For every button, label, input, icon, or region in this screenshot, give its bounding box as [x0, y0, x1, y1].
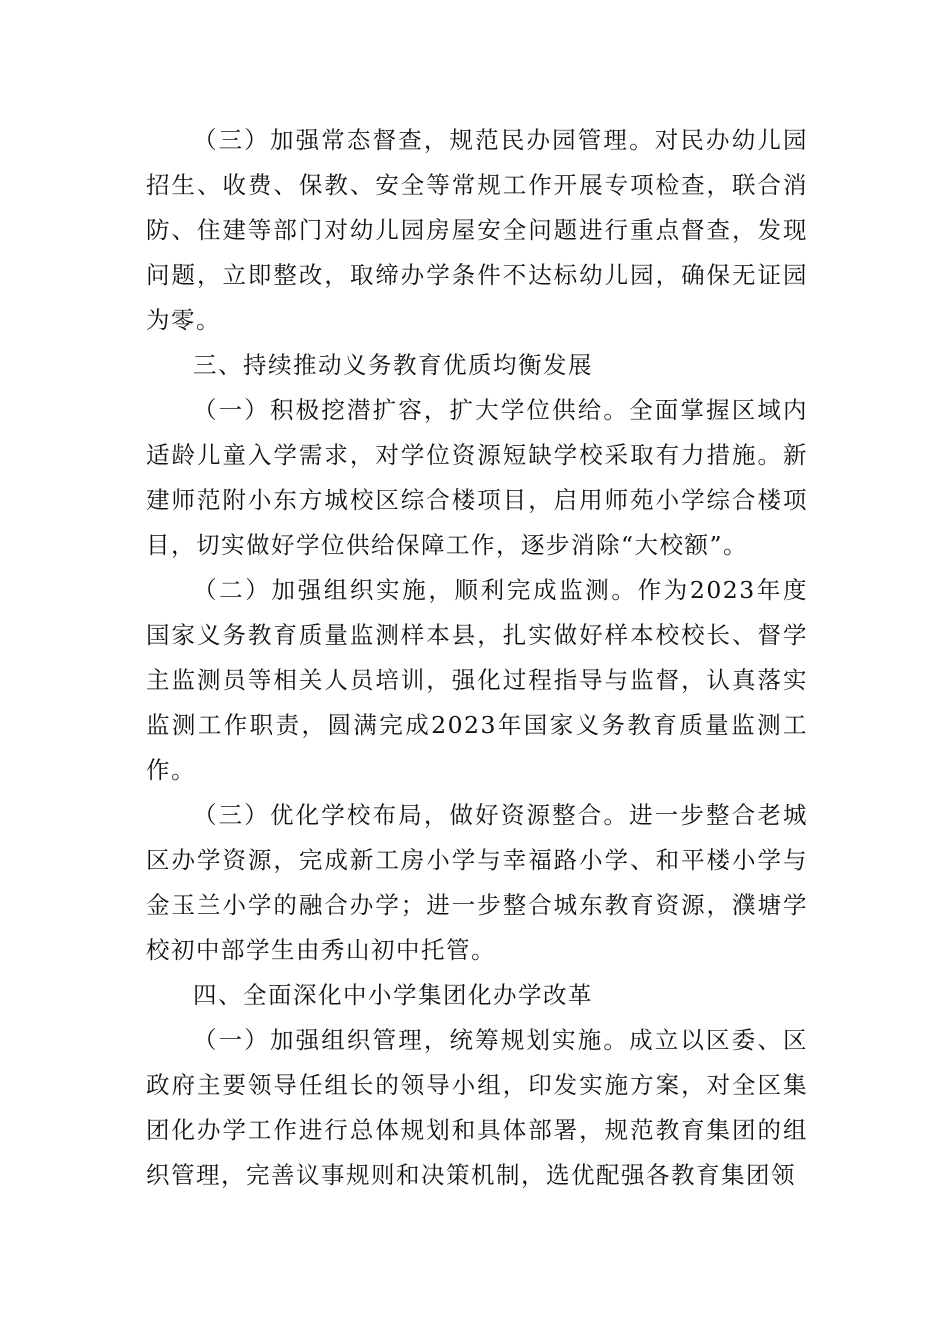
paragraph-text: 进一步整合老城区办学资源，完成新工房小学与幸福路小学、和平楼小学与金玉兰小学的融合办学；进一步整合城东教育资源，濮塘学校初中部学生由秀山初中托管。	[146, 801, 809, 964]
section-heading-group-schooling-reform: 四、全面深化中小学集团化办学改革	[193, 981, 593, 1009]
paragraph-lead: （一）积极挖潜扩容，扩大学位供给。	[193, 396, 630, 424]
paragraph-text: 作为2023年度国家义务教育质量监测样本县，扎实做好样本校校长、督学主监测员等相关人员培训，强化过程指导与监督，认真落实监测工作职责，圆满完成2023年国家义务教育质量监测工作。	[146, 576, 809, 784]
paragraph-quality-monitoring	[146, 568, 808, 793]
paragraph-text: 全面掌握区域内适龄儿童入学需求，对学位资源短缺学校采取有力措施。新建师范附小东方城校区综合楼项目，启用师苑小学综合楼项目，切实做好学位供给保障工作，逐步消除“大校额”。	[146, 396, 809, 559]
paragraph-school-layout	[146, 793, 808, 973]
paragraph-text: 对民办幼儿园招生、收费、保教、安全等常规工作开展专项检查，联合消防、住建等部门对幼儿园房屋安全问题进行重点督查，发现问题，立即整改，取缔办学条件不达标幼儿园，确保无证园为零。	[146, 126, 809, 334]
paragraph-kindergarten-supervision	[146, 118, 808, 343]
paragraph-organization-management	[146, 1018, 808, 1198]
paragraph-lead: （一）加强组织管理，统筹规划实施。	[193, 1026, 630, 1054]
paragraph-lead: （三）优化学校布局，做好资源整合。	[193, 801, 630, 829]
section-heading-compulsory-education: 三、持续推动义务教育优质均衡发展	[193, 351, 593, 379]
paragraph-lead: （三）加强常态督查，规范民办园管理。	[193, 126, 655, 154]
paragraph-text: 成立以区委、区政府主要领导任组长的领导小组，印发实施方案，对全区集团化办学工作进行总体规划和具体部署，规范教育集团的组织管理，完善议事规则和决策机制，选优配强各教育集团领	[146, 1026, 809, 1189]
paragraph-lead: （二）加强组织实施，顺利完成监测。	[193, 576, 638, 604]
document-body	[146, 118, 808, 1198]
paragraph-expand-school-places	[146, 388, 808, 568]
